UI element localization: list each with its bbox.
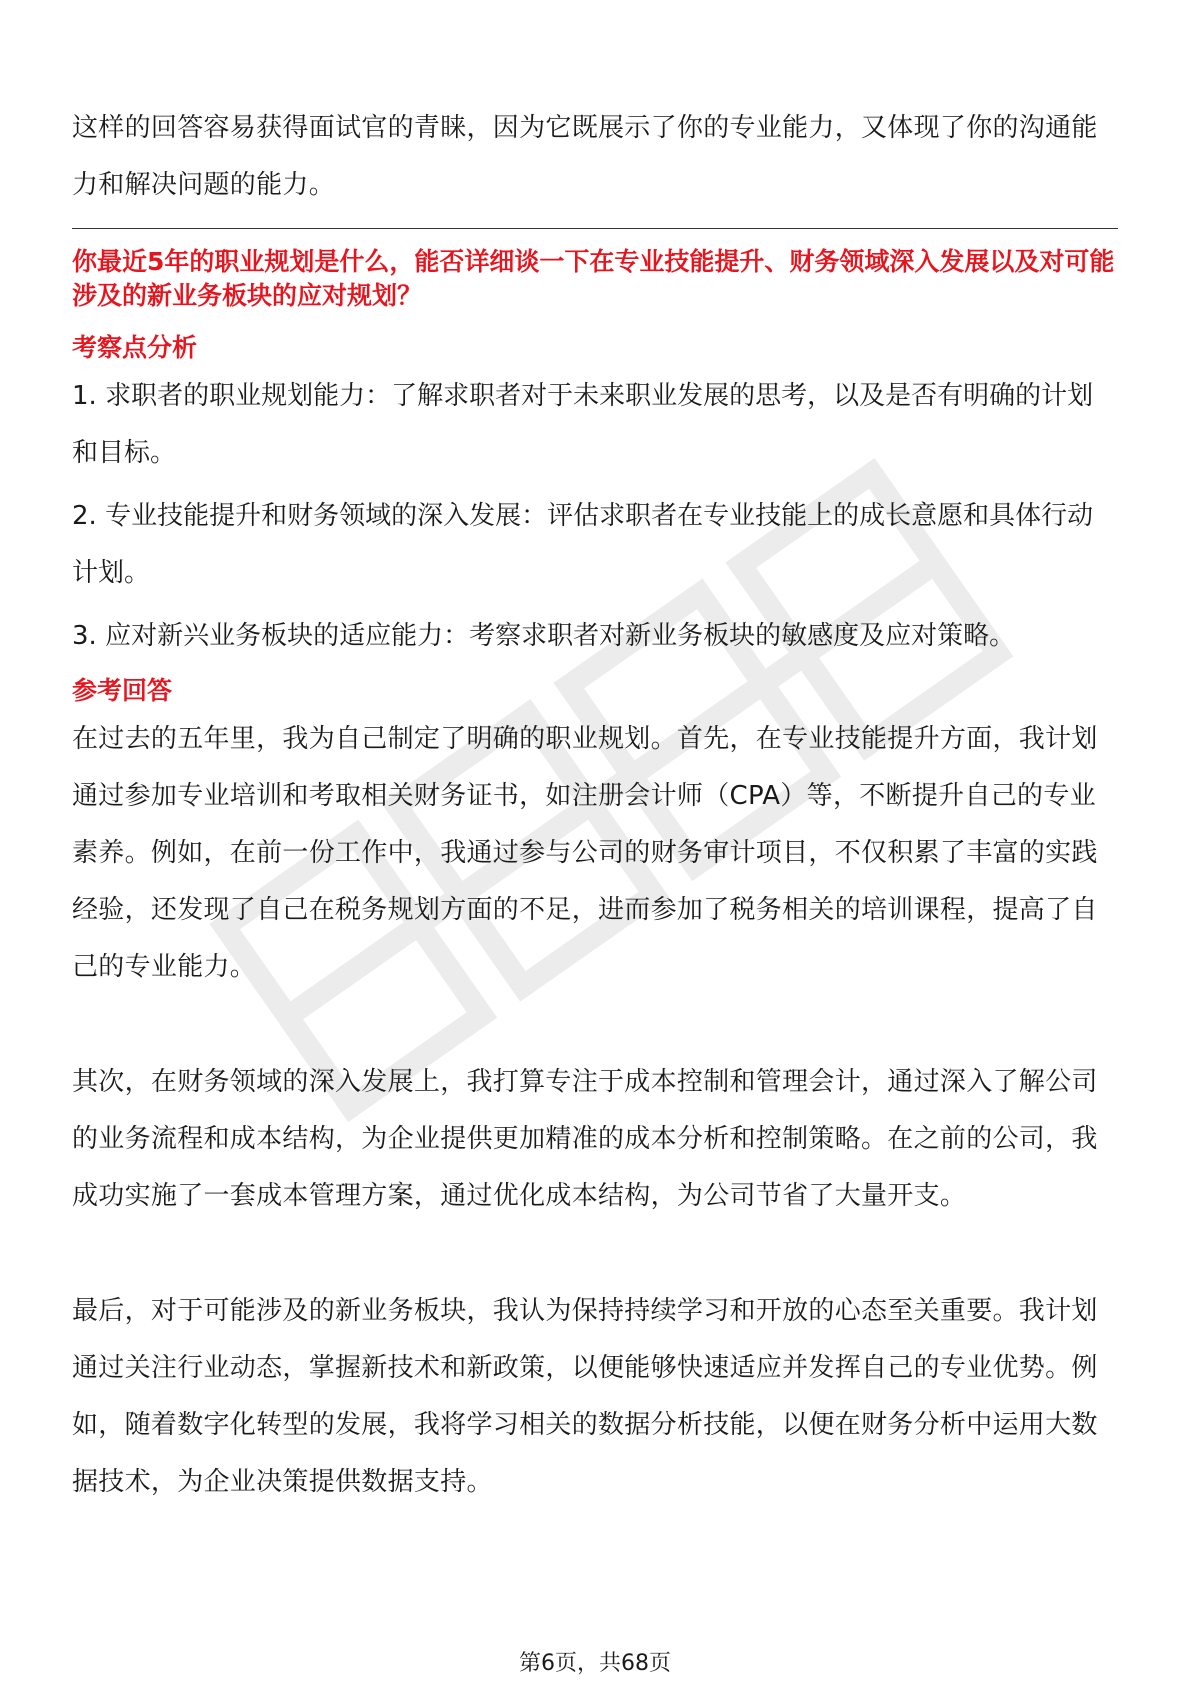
answer-title: 参考回答 <box>72 676 173 705</box>
answer-paragraph: 最后，对于可能涉及的新业务板块，我认为保持持续学习和开放的心态至关重要。我计划通过关注行业动态，掌握新技术和新政策，以便能够快速适应并发挥自己的专业优势。例如，随着数字化转型的发展，我将学习相关的数据分析技能，以便在财务分析中运用大数据技术，为企业决策提供数据支持。 <box>72 1296 1098 1497</box>
analysis-item: 2. 专业技能提升和财务领域的深入发展：评估求职者在专业技能上的成长意愿和具体行动计划。 <box>72 501 1094 588</box>
page-number: 第6页，共68页 <box>519 1651 671 1676</box>
answer-body <box>72 711 1118 1511</box>
page-content <box>72 100 1118 1511</box>
analysis-title: 考察点分析 <box>72 333 198 362</box>
analysis-item: 1. 求职者的职业规划能力：了解求职者对于未来职业发展的思考，以及是否有明确的计划和目标。 <box>72 381 1094 468</box>
answer-paragraph: 在过去的五年里，我为自己制定了明确的职业规划。首先，在专业技能提升方面，我计划通过参加专业培训和考取相关财务证书，如注册会计师（CPA）等，不断提升自己的专业素养。例如，在前一份工作中，我通过参与公司的财务审计项目，不仅积累了丰富的实践经验，还发现了自己在税务规划方面的不足，进而参加了税务相关的培训课程，提高了自己的专业能力。 <box>72 724 1098 982</box>
intro-paragraph: 这样的回答容易获得面试官的青睐，因为它既展示了你的专业能力，又体现了你的沟通能力和解决问题的能力。 <box>72 113 1098 200</box>
analysis-item: 3. 应对新兴业务板块的适应能力：考察求职者对新业务板块的敏感度及应对策略。 <box>72 621 1016 651</box>
answer-paragraph: 其次，在财务领域的深入发展上，我打算专注于成本控制和管理会计，通过深入了解公司的业务流程和成本结构，为企业提供更加精准的成本分析和控制策略。在之前的公司，我成功实施了一套成本管理方案，通过优化成本结构，为公司节省了大量开支。 <box>72 1067 1098 1211</box>
section-divider <box>72 228 1118 229</box>
interview-question: 你最近5年的职业规划是什么，能否详细谈一下在专业技能提升、财务领域深入发展以及对可能涉及的新业务板块的应对规划？ <box>72 247 1115 310</box>
